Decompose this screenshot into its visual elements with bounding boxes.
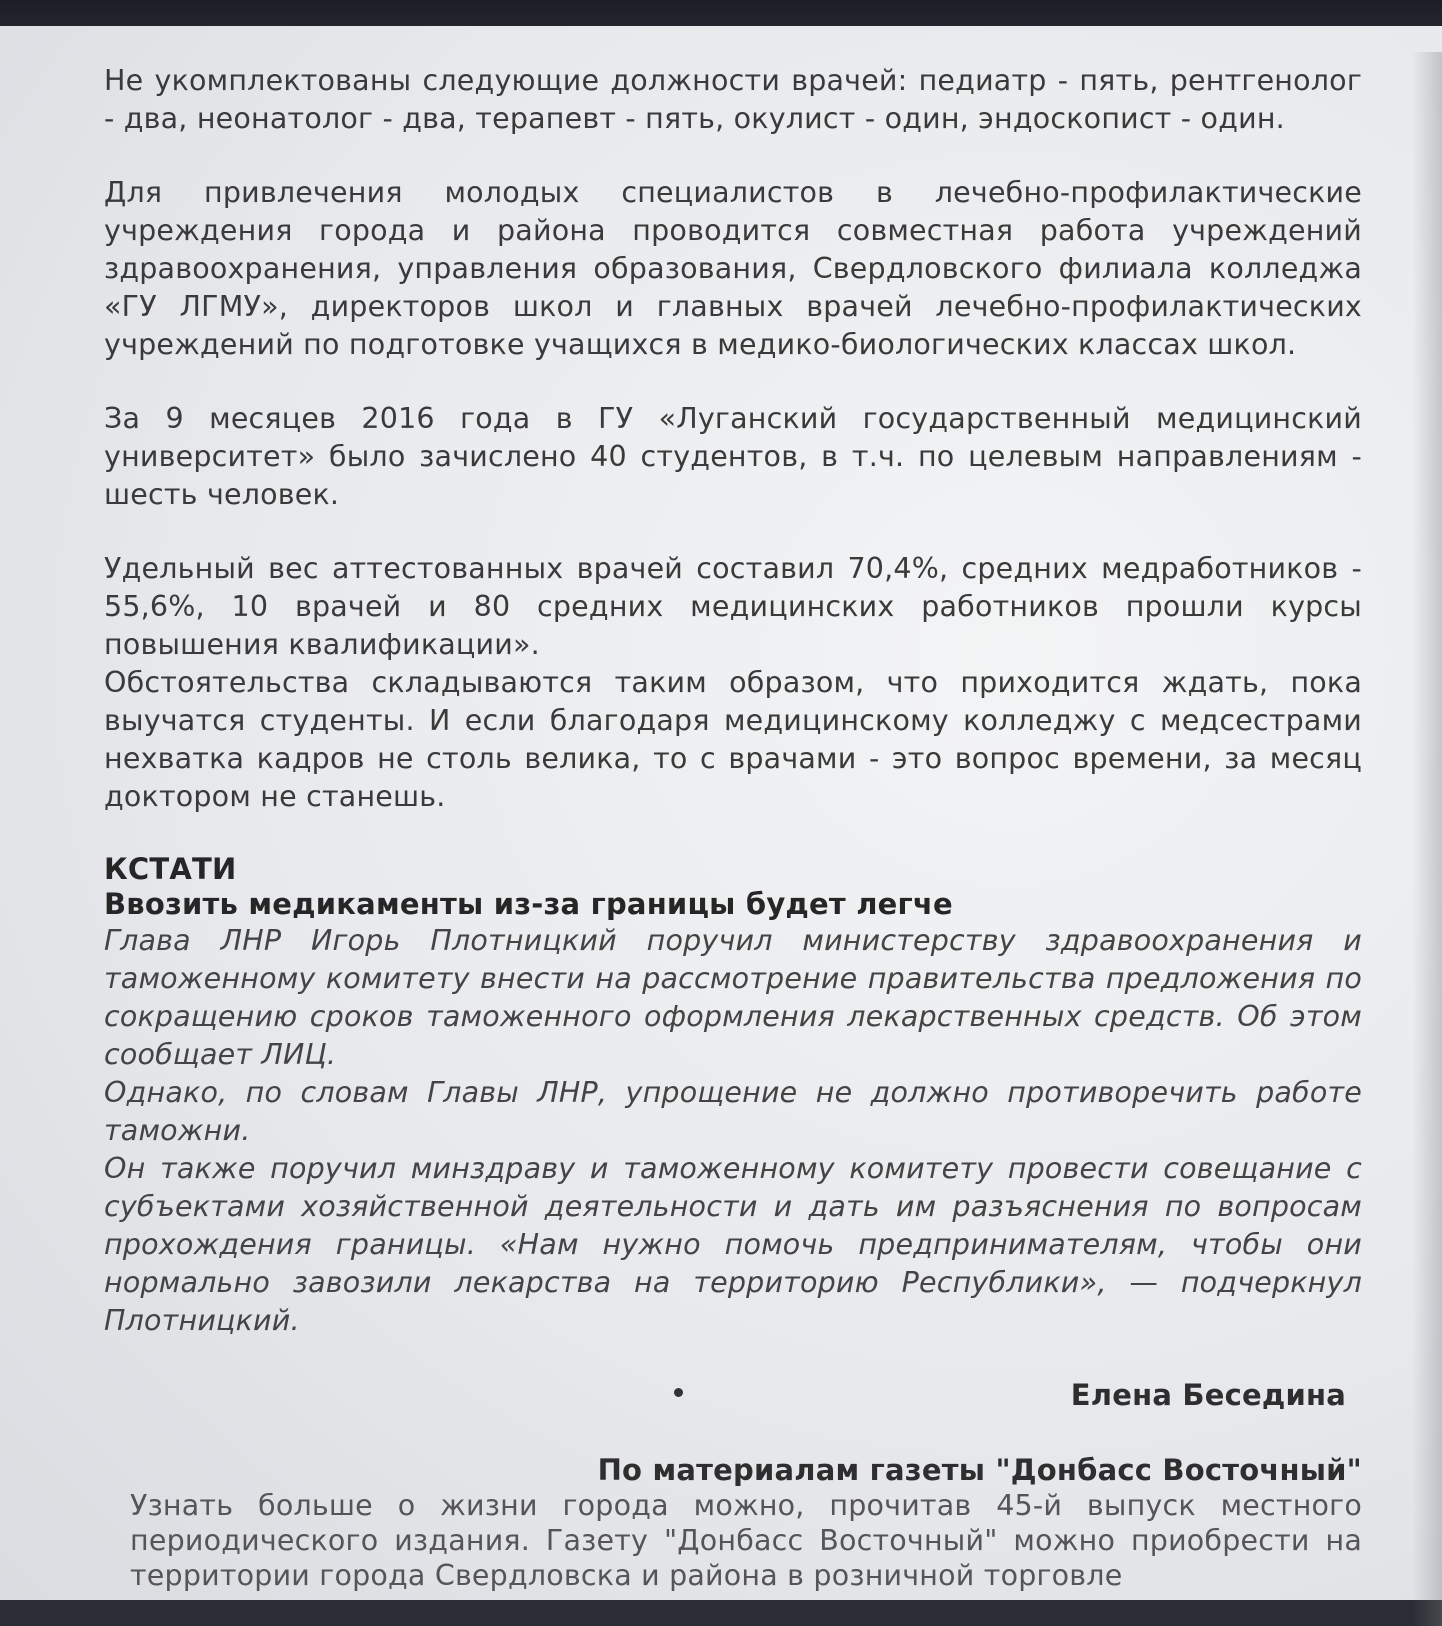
note-paragraph-3: Он также поручил минздраву и таможенному комитету провести совещание с субъектами хозяйственной деятельности и дать им разъяснения по вопросам прохождения границы. «Нам нужно помочь предпринимателям, чтобы они нормально завозили лекарства на территорию Республики», — подчеркнул Плотницкий.	[104, 1152, 1362, 1337]
paragraph-university-enrollment: За 9 месяцев 2016 года в ГУ «Луганский государственный медицинский университет» было зачислено 40 студентов, в т.ч. по целевым направлениям - шесть человек.	[104, 402, 1362, 511]
document-page	[0, 26, 1442, 1600]
paragraph-young-specialists: Для привлечения молодых специалистов в лечебно-профилактические учреждения города и района проводится совместная работа учреждений здравоохранения, управления образования, Свердловского филиала колледжа «ГУ ЛГМУ», директоров школ и главных врачей лечебно-профилактических учреждений по подготовке учащихся в медико-биологических классах школ.	[104, 176, 1362, 361]
by-the-way-label: КСТАТИ	[104, 852, 237, 886]
screen-edge-shadow	[1412, 52, 1442, 1626]
screen-dust-speck	[674, 1388, 683, 1397]
paragraph-circumstances: Обстоятельства складываются таким образом, что приходится ждать, пока выучатся студенты. И если благодаря медицинскому колледжу с медсестрами нехватка кадров не столь велика, то с врачами - это вопрос времени, за месяц доктором не станешь.	[104, 666, 1362, 813]
footer-paragraph: Узнать больше о жизни города можно, прочитав 45-й выпуск местного периодического издания. Газету "Донбасс Восточный" можно приобрести на территории города Свердловска и района в розничной торговле	[130, 1489, 1362, 1592]
author-name: Елена Беседина	[1070, 1378, 1346, 1412]
source-credit: По материалам газеты "Донбасс Восточный"	[597, 1453, 1362, 1487]
article-body	[104, 62, 1362, 1593]
paragraph-certification: Удельный вес аттестованных врачей составил 70,4%, средних медработников - 55,6%, 10 врачей и 80 средних медицинских работников прошли курсы повышения квалификации».	[104, 552, 1362, 661]
note-headline: Ввозить медикаменты из-за границы будет легче	[104, 887, 953, 921]
paragraph-vacancies: Не укомплектованы следующие должности врачей: педиатр - пять, рентгенолог - два, неонатолог - два, терапевт - пять, окулист - один, эндоскопист - один.	[104, 64, 1362, 135]
note-paragraph-2: Однако, по словам Главы ЛНР, упрощение не должно противоречить работе таможни.	[104, 1076, 1362, 1147]
note-paragraph-1: Глава ЛНР Игорь Плотницкий поручил министерству здравоохранения и таможенному комитету внести на рассмотрение правительства предложения по сокращению сроков таможенного оформления лекарственных средств. Об этом сообщает ЛИЦ.	[104, 924, 1362, 1071]
